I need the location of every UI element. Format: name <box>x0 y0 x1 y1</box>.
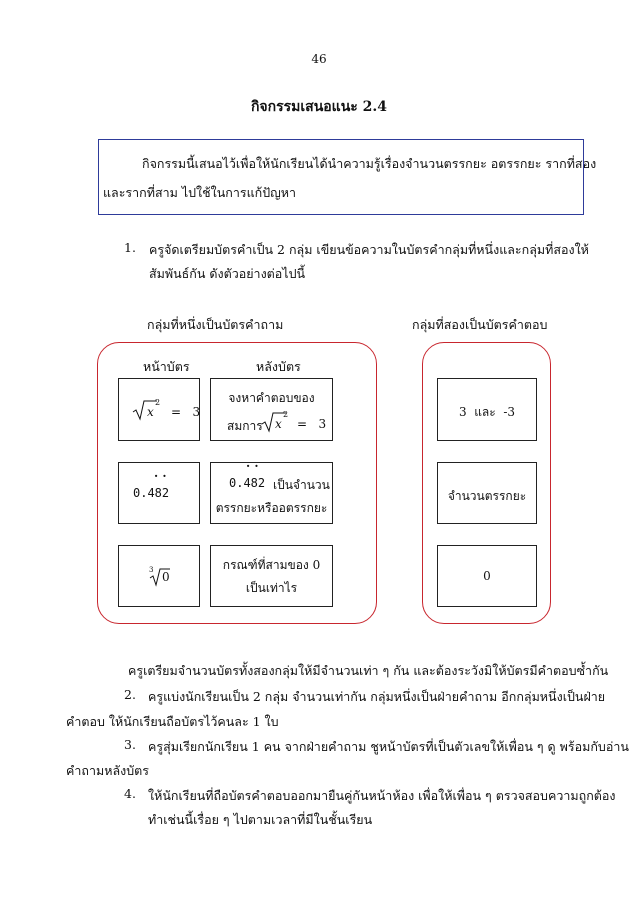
step-1-line-2: สัมพันธ์กัน ดังตัวอย่างต่อไปนี้ <box>149 266 306 281</box>
question-card-back-3 <box>210 545 333 607</box>
back-2-value: 0.482 <box>229 476 266 490</box>
page-title: กิจกรรมเสนอแนะ 2.4 <box>250 99 388 115</box>
answer-card-1 <box>437 378 537 441</box>
step-4-line-2: ทำเช่นนี้เรื่อย ๆ ไปตามเวลาที่มีในชั้นเรียน <box>148 812 373 827</box>
question-card-front-3 <box>118 545 200 607</box>
question-card-back-2 <box>210 459 333 524</box>
question-card-front-2 <box>118 462 200 524</box>
question-group-heading: กลุ่มที่หนึ่งเป็นบัตรคำถาม <box>147 317 284 332</box>
prepare-paragraph: ครูเตรียมจำนวนบัตรทั้งสองกลุ่มให้มีจำนวนเท่า ๆ กัน และต้องระวังมิให้บัตรมีคำตอบซ้ำกัน <box>128 663 609 678</box>
step-2-number: 2. <box>124 687 136 702</box>
step-4-line-1: ให้นักเรียนที่ถือบัตรคำตอบออกมายืนคู่กันหน้าห้อง เพื่อให้เพื่อน ๆ ตรวจสอบความถูกต้อง <box>148 788 616 803</box>
answer-card-3 <box>437 545 537 607</box>
back-1-equation: = 3 <box>297 417 327 431</box>
step-3-number: 3. <box>124 737 136 752</box>
front-3-root-index: 3 <box>149 566 154 574</box>
intro-box <box>98 139 584 215</box>
front-1-exponent: 2 <box>155 398 161 407</box>
intro-line-2: และรากที่สาม ไปใช้ในการแก้ปัญหา <box>103 185 297 200</box>
back-2-line-1-suffix: เป็นจำนวน <box>273 478 330 492</box>
back-3-line-2: เป็นเท่าไร <box>245 581 298 595</box>
answer-card-2 <box>437 462 537 524</box>
front-1-variable: x <box>147 405 154 419</box>
front-2-value: 0.482 <box>133 486 170 500</box>
question-card-back-1 <box>210 378 333 441</box>
answer-card-2-text: จำนวนตรรกยะ <box>447 489 527 503</box>
step-1-line-1: ครูจัดเตรียมบัตรคำเป็น 2 กลุ่ม เขียนข้อความในบัตรคำกลุ่มที่หนึ่งและกลุ่มที่สองให้ <box>149 242 589 257</box>
front-3-radicand: 0 <box>162 570 170 584</box>
back-1-prefix: สมการ <box>227 419 263 433</box>
back-1-line-1: จงหาคำตอบของ <box>228 391 315 405</box>
answer-group-heading: กลุ่มที่สองเป็นบัตรคำตอบ <box>412 317 548 332</box>
answer-card-3-text: 0 <box>483 569 491 583</box>
step-3-line-2: คำถามหลังบัตร <box>66 763 149 778</box>
back-3-line-1: กรณฑ์ที่สามของ 0 <box>222 558 321 572</box>
back-2-repeating-dots: · · <box>246 459 259 473</box>
front-1-equation: = 3 <box>171 405 201 419</box>
page-number: 46 <box>311 52 327 66</box>
step-2-line-1: ครูแบ่งนักเรียนเป็น 2 กลุ่ม จำนวนเท่ากัน กลุ่มหนึ่งเป็นฝ่ายคำถาม อีกกลุ่มหนึ่งเป็นฝ่าย <box>148 689 606 704</box>
back-1-exponent: 2 <box>283 410 289 419</box>
back-1-variable: x <box>275 417 282 431</box>
front-2-repeating-dots: · · <box>154 469 167 483</box>
back-label: หลังบัตร <box>256 359 301 374</box>
step-3-line-1: ครูสุ่มเรียกนักเรียน 1 คน จากฝ่ายคำถาม ชูหน้าบัตรที่เป็นตัวเลขให้เพื่อน ๆ ดู พร้อมกับอ่าน <box>148 739 629 754</box>
question-card-front-1 <box>118 378 200 441</box>
intro-line-1: กิจกรรมนี้เสนอไว้เพื่อให้นักเรียนได้นำความรู้เรื่องจำนวนตรรกยะ อตรรกยะ รากที่สอง <box>142 156 597 171</box>
back-2-line-2: ตรรกยะหรืออตรรกยะ <box>215 501 328 515</box>
front-label: หน้าบัตร <box>143 359 190 374</box>
step-2-line-2: คำตอบ ให้นักเรียนถือบัตรไว้คนละ 1 ใบ <box>66 714 279 729</box>
step-1-number: 1. <box>124 240 136 255</box>
step-4-number: 4. <box>124 786 136 801</box>
answer-card-1-text: 3 และ -3 <box>458 405 516 419</box>
